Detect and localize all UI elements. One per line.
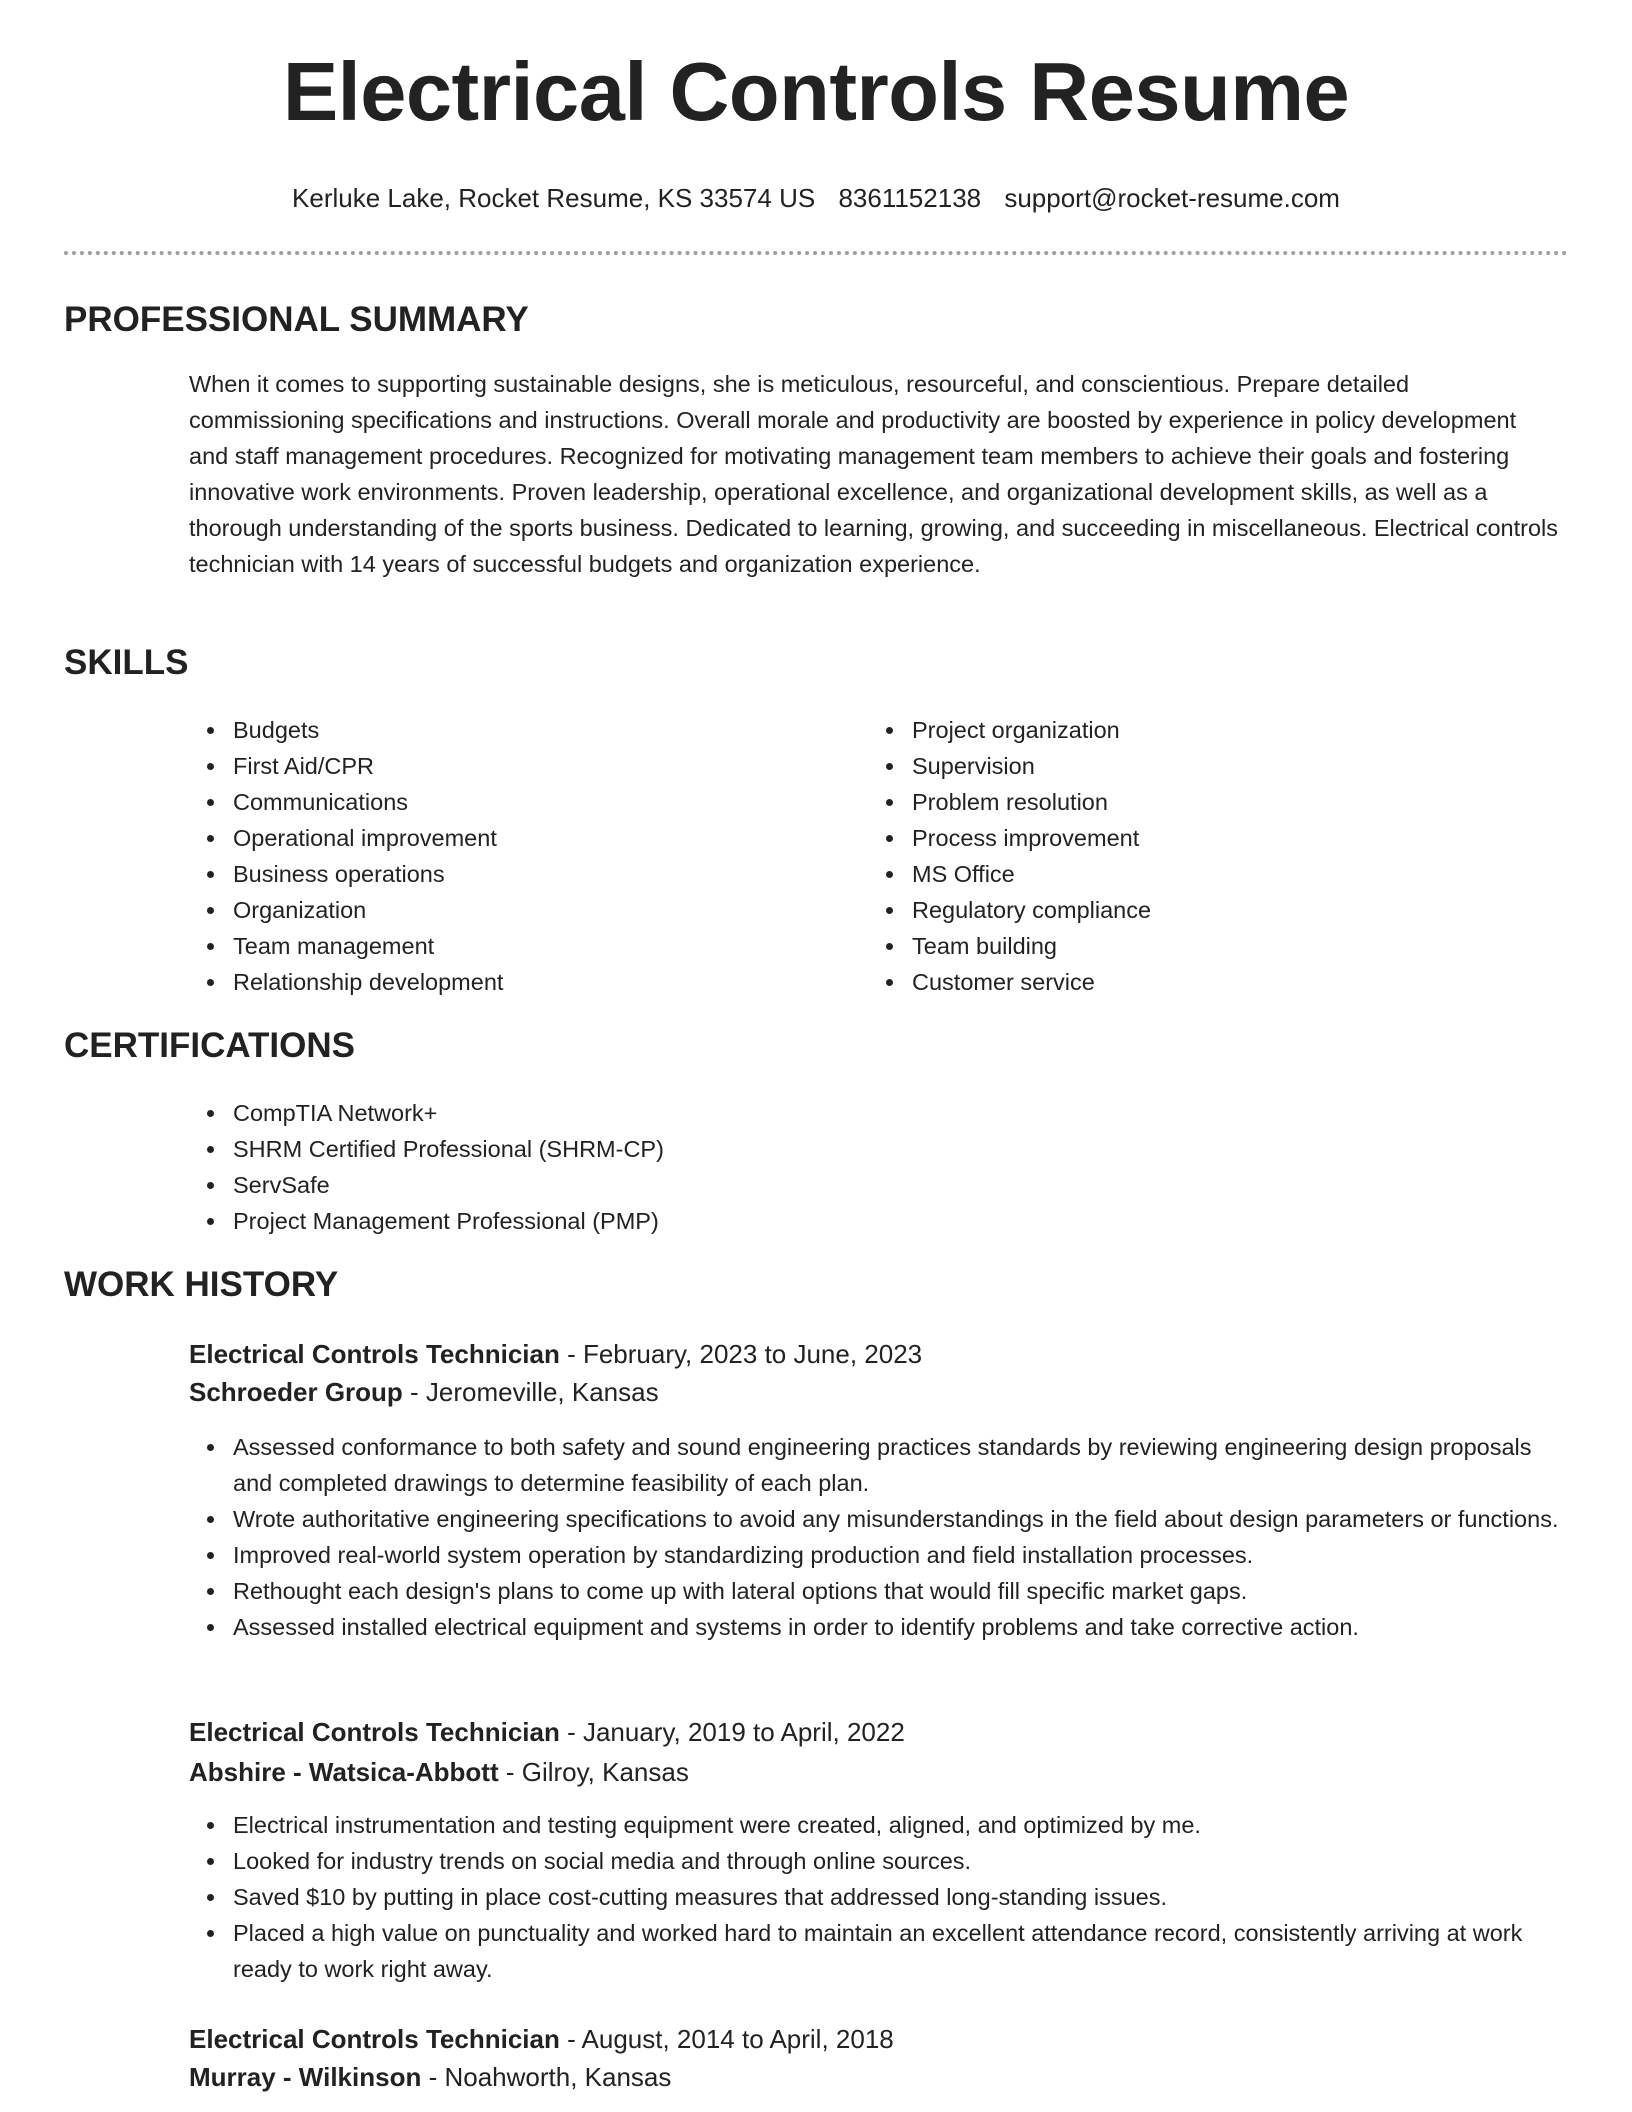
skill-item: Relationship development bbox=[189, 964, 829, 1000]
job-location: - Jeromeville, Kansas bbox=[402, 1377, 659, 1407]
skill-item: Team management bbox=[189, 928, 829, 964]
job-title-line bbox=[189, 2021, 894, 2057]
job-bullet: Rethought each design's plans to come up with lateral options that would fill specific market gaps. bbox=[189, 1573, 1569, 1609]
job-company-line bbox=[189, 1754, 689, 1790]
job-company-line bbox=[189, 1374, 659, 1410]
skill-item: Communications bbox=[189, 784, 829, 820]
contact-phone: 8361152138 bbox=[838, 183, 982, 213]
skill-item: Supervision bbox=[868, 748, 1508, 784]
job-title-line bbox=[189, 1714, 905, 1750]
skill-item: Regulatory compliance bbox=[868, 892, 1508, 928]
skill-item: Budgets bbox=[189, 712, 829, 748]
job-bullet: Saved $10 by putting in place cost-cutting measures that addressed long-standing issues. bbox=[189, 1879, 1569, 1915]
job-title-line bbox=[189, 1336, 922, 1372]
job-title: Electrical Controls Technician bbox=[189, 2024, 560, 2054]
certification-item: Project Management Professional (PMP) bbox=[189, 1203, 1189, 1239]
certification-item: SHRM Certified Professional (SHRM-CP) bbox=[189, 1131, 1189, 1167]
work-history-heading: WORK HISTORY bbox=[64, 1265, 339, 1304]
job-company: Murray - Wilkinson bbox=[189, 2062, 422, 2092]
job-bullet: Wrote authoritative engineering specifications to avoid any misunderstandings in the field about design parameters or functions. bbox=[189, 1501, 1569, 1537]
skill-item: Team building bbox=[868, 928, 1508, 964]
skills-heading: SKILLS bbox=[64, 643, 189, 682]
job-bullet: Improved real-world system operation by standardizing production and field installation processes. bbox=[189, 1537, 1569, 1573]
resume-title: Electrical Controls Resume bbox=[282, 45, 1350, 138]
skill-item: Operational improvement bbox=[189, 820, 829, 856]
certification-item: CompTIA Network+ bbox=[189, 1095, 1189, 1131]
job-location: - Noahworth, Kansas bbox=[421, 2062, 672, 2092]
job-bullet: Assessed conformance to both safety and sound engineering practices standards by reviewing engineering design proposals and completed drawings to determine feasibility of each plan. bbox=[189, 1429, 1569, 1501]
job-company: Abshire - Watsica-Abbott bbox=[189, 1757, 499, 1787]
summary-heading: PROFESSIONAL SUMMARY bbox=[64, 300, 529, 339]
job-company-line bbox=[189, 2059, 671, 2095]
certifications-heading: CERTIFICATIONS bbox=[64, 1026, 356, 1065]
job-location: - Gilroy, Kansas bbox=[498, 1757, 689, 1787]
skill-item: Organization bbox=[189, 892, 829, 928]
header-divider bbox=[64, 251, 1568, 255]
job-bullet: Electrical instrumentation and testing equipment were created, aligned, and optimized by me. bbox=[189, 1807, 1569, 1843]
job-dates: - August, 2014 to April, 2018 bbox=[559, 2024, 894, 2054]
skill-item: First Aid/CPR bbox=[189, 748, 829, 784]
job-company: Schroeder Group bbox=[189, 1377, 403, 1407]
skill-item: Project organization bbox=[868, 712, 1508, 748]
certifications-list bbox=[189, 1095, 1189, 1239]
job-title: Electrical Controls Technician bbox=[189, 1339, 560, 1369]
summary-text: When it comes to supporting sustainable designs, she is meticulous, resourceful, and conscientious. Prepare detailed commissioning specifications and instructions. Overall morale and productivity are boosted by experience in policy development and staff management procedures. Recognized for motivating management team members to achieve their goals and fostering innovative work environments. Proven leadership, operational excellence, and organizational development skills, as well as a thorough understanding of the sports business. Dedicated to learning, growing, and succeeding in miscellaneous. Electrical controls technician with 14 years of successful budgets and organization experience. bbox=[189, 371, 1559, 577]
certification-item: ServSafe bbox=[189, 1167, 1189, 1203]
contact-line bbox=[0, 183, 1632, 213]
skill-item: Problem resolution bbox=[868, 784, 1508, 820]
job-bullets bbox=[189, 1807, 1569, 1987]
contact-address: Kerluke Lake, Rocket Resume, KS 33574 US bbox=[292, 183, 816, 213]
job-dates: - January, 2019 to April, 2022 bbox=[559, 1717, 905, 1747]
job-bullet: Placed a high value on punctuality and worked hard to maintain an excellent attendance record, consistently arriving at work ready to work right away. bbox=[189, 1915, 1569, 1987]
job-title: Electrical Controls Technician bbox=[189, 1717, 560, 1747]
skill-item: MS Office bbox=[868, 856, 1508, 892]
job-bullet: Looked for industry trends on social media and through online sources. bbox=[189, 1843, 1569, 1879]
job-bullet: Assessed installed electrical equipment and systems in order to identify problems and take corrective action. bbox=[189, 1609, 1569, 1645]
contact-email: support@rocket-resume.com bbox=[1004, 183, 1340, 213]
skill-item: Business operations bbox=[189, 856, 829, 892]
job-dates: - February, 2023 to June, 2023 bbox=[559, 1339, 923, 1369]
job-bullets bbox=[189, 1429, 1569, 1645]
skills-list-left bbox=[189, 712, 829, 1000]
skills-list-right bbox=[868, 712, 1508, 1000]
skill-item: Customer service bbox=[868, 964, 1508, 1000]
skill-item: Process improvement bbox=[868, 820, 1508, 856]
